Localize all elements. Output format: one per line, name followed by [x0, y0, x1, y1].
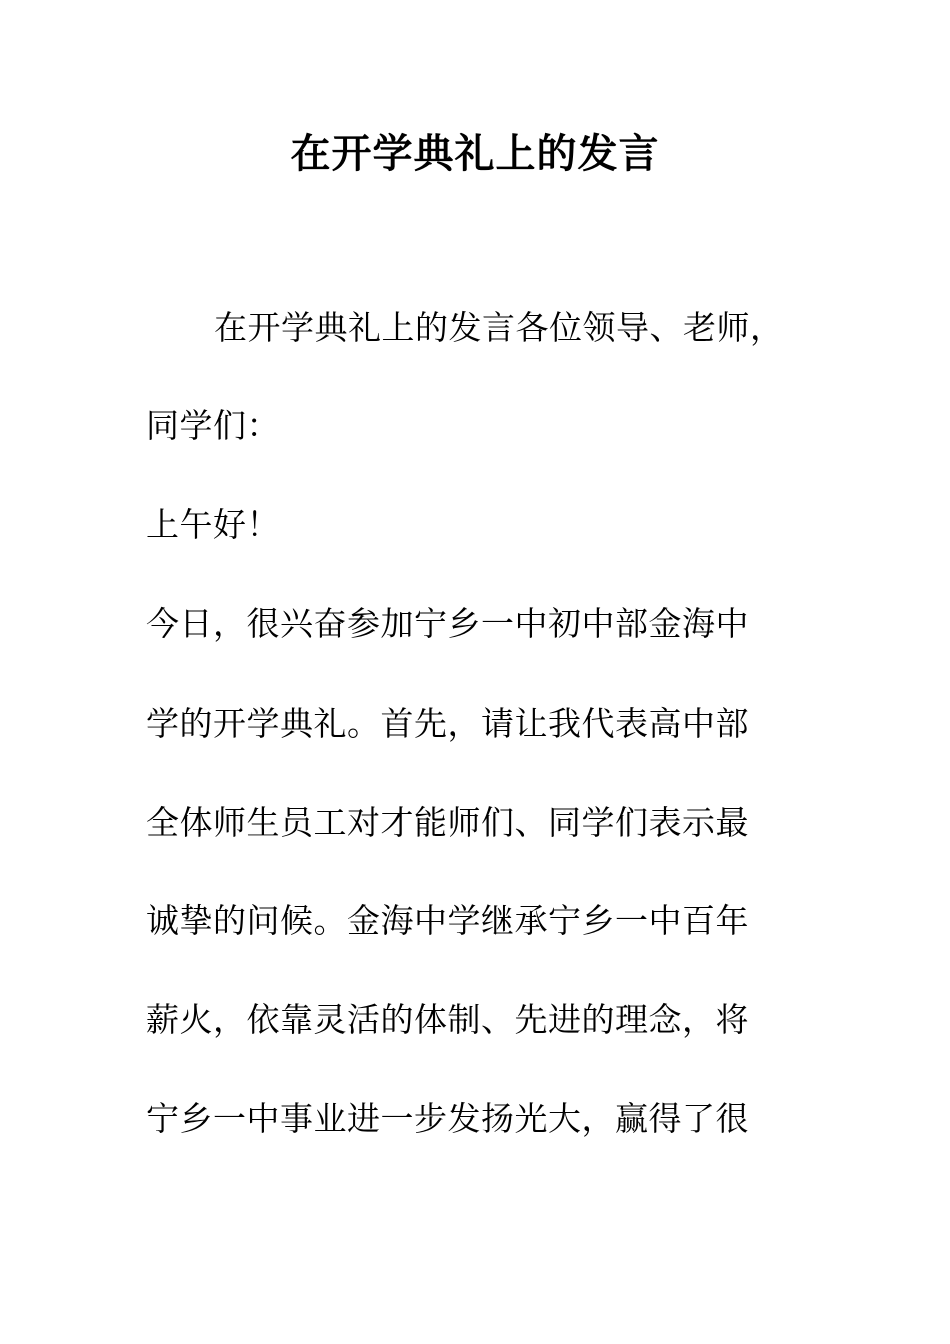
body-line: 今日，很兴奋参加宁乡一中初中部金海中: [146, 604, 749, 643]
body-line: 上午好！: [146, 505, 280, 544]
body-line: 学的开学典礼。首先，请让我代表高中部: [146, 704, 749, 743]
body-line: 薪火，依靠灵活的体制、先进的理念，将: [146, 1000, 749, 1039]
document-title: 在开学典礼上的发言: [290, 130, 660, 177]
body-line: 宁乡一中事业进一步发扬光大，赢得了很: [146, 1099, 749, 1138]
body-line: 在开学典礼上的发言各位领导、老师，: [214, 308, 784, 347]
body-line: 诚挚的问候。金海中学继承宁乡一中百年: [146, 901, 749, 940]
body-line: 同学们：: [146, 406, 280, 445]
body-line: 全体师生员工对才能师们、同学们表示最: [146, 803, 749, 842]
